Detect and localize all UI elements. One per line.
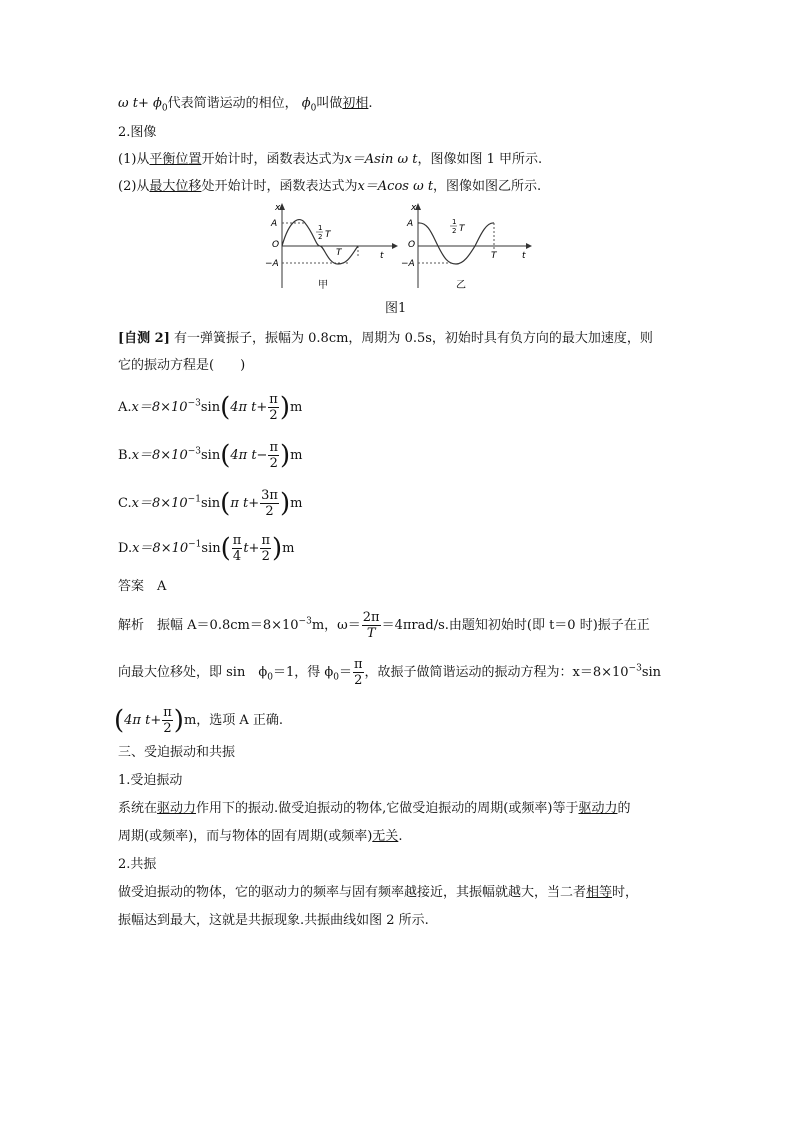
item-2 (118, 178, 541, 196)
option-c-lhs: x＝8×10 (131, 496, 188, 511)
item2-prefix: (2)从 (118, 179, 150, 194)
analysis-p2-num: π (353, 657, 363, 672)
analysis-w-num: 2π (362, 610, 380, 625)
option-a-exp: −3 (187, 398, 201, 409)
item2-formula: x＝Acos ω t (357, 179, 434, 194)
right-t-label: t (522, 251, 526, 261)
analysis-p3b: m，选项 A 正确. (183, 713, 284, 728)
forced-l2a: 周期(或频率)，而与物体的固有周期(或频率) (118, 829, 373, 844)
resonance-title: 2.共振 (118, 857, 157, 872)
right-T-label: T (491, 251, 497, 261)
resonance-l1a: 做受迫振动的物体，它的驱动力的频率与固有频率越接近，其振幅就越大，当二者 (118, 885, 587, 900)
analysis-p2-den: 2 (354, 673, 363, 688)
analysis-label: 解析 (118, 618, 145, 633)
forced-l2u: 无关 (372, 829, 399, 844)
intro-line (118, 95, 373, 118)
option-b-num: π (269, 440, 278, 455)
option-c-exp: −1 (187, 494, 201, 505)
option-b-lhs: x＝8×10 (131, 448, 188, 463)
right-half-den: 2 (452, 227, 457, 235)
option-b-exp: −3 (187, 446, 202, 457)
option-a-label: A. (118, 400, 132, 415)
omega-t: ω t+ (118, 96, 149, 111)
option-d-den: 2 (261, 549, 270, 564)
analysis-line-1 (118, 610, 650, 641)
question-text-1: 有一弹簧振子，振幅为 0.8cm，周期为 0.5s，初始时具有负方向的最大加速度，则 (174, 331, 653, 346)
analysis-p2d: ，故振子做简谐运动的振动方程为：x＝8×10 (364, 665, 629, 680)
option-a-den: 2 (269, 408, 278, 423)
option-c-label: C. (118, 496, 132, 511)
forced-l1u2: 驱动力 (578, 801, 618, 816)
left-figure-label: 甲 (318, 280, 328, 291)
analysis-p2e: sin (641, 665, 662, 680)
answer-label: 答案 (118, 579, 145, 594)
item1-mid: 开始计时，函数表达式为 (201, 152, 345, 167)
resonance-line-2: 振幅达到最大，这就是共振现象.共振曲线如图 2 所示. (118, 913, 429, 928)
right-A-label: A (407, 219, 414, 229)
intro-text1: 代表简谐运动的相位， (167, 96, 298, 111)
forced-l2b: . (398, 829, 403, 844)
analysis-p1c: ＝4πrad/s.由题知初始时(即 t＝0 时)振子在正 (381, 618, 650, 633)
option-c-sin: sin (200, 496, 221, 511)
left-half-den: 2 (318, 233, 323, 241)
analysis-line-3: (4π t+ $\frac{\pi}{2}$ )m，选项 A 正确. (114, 705, 284, 736)
right-O-label: O (408, 240, 416, 250)
left-t-label: t (380, 251, 384, 261)
phi2: ϕ (301, 96, 311, 111)
right-x-label: x (411, 203, 417, 213)
phi-sub: 0 (161, 103, 168, 114)
option-d: $D.x=8\times 10^{-1}\sin$( $\frac{\pi}{4}$ t+ $\frac{\pi}{2}$ )m (118, 533, 295, 564)
option-b-label: B. (118, 448, 132, 463)
analysis-line-2 (118, 657, 661, 688)
item1-prefix: (1)从 (118, 152, 150, 167)
right-negA-label: −A (401, 259, 415, 269)
forced-line-1 (118, 800, 630, 818)
section-2-title: 2.图像 (118, 125, 157, 140)
analysis-p2a: 向最大位移处，即 sin ϕ (118, 665, 268, 680)
forced-l1b: 作用下的振动.做受迫振动的物体,它做受迫振动的周期(或频率)等于 (196, 801, 579, 816)
intro-period: . (368, 96, 373, 111)
option-c-num: 3π (261, 488, 278, 503)
option-c-den: 2 (265, 504, 274, 519)
option-a-lhs: x＝8×10 (131, 400, 188, 415)
left-x-label: x (275, 203, 281, 213)
question-line-1 (118, 330, 653, 348)
option-b: $B.x=8\times 10^{-3}\sin(4\pi$ t− $\frac{\pi}{2}$ )m (118, 440, 303, 471)
analysis-p1a: 振幅 A＝0.8cm＝8×10 (157, 618, 299, 633)
option-d-num: π (261, 533, 270, 548)
option-c: $C.x=8\times 10^{-1}\sin(\pi$ t+ $\frac{3\pi}{2}$ )m (118, 488, 303, 519)
forced-title: 1.受迫振动 (118, 773, 183, 788)
figure-1-left-graph (262, 200, 402, 292)
analysis-p3a: 4π t+ (124, 713, 162, 728)
phi: ϕ (153, 96, 162, 111)
analysis-sub0b: 0 (333, 672, 339, 683)
intro-text2: 叫做 (316, 96, 343, 111)
analysis-p3-den: 2 (163, 721, 172, 736)
item2-mid: 处开始计时，函数表达式为 (201, 179, 358, 194)
option-b-pre: 4π t− (230, 448, 268, 463)
analysis-p1b: m，ω＝ (311, 618, 361, 633)
option-d-mid: t+ (243, 541, 260, 556)
option-a-num: π (269, 392, 278, 407)
option-d-label: D. (118, 541, 133, 556)
analysis-p2c: ＝ (338, 665, 352, 680)
right-halfT-T: T (459, 224, 465, 234)
option-a-unit: m (290, 400, 303, 415)
answer-value: A (157, 579, 167, 594)
item2-underlined: 最大位移 (149, 179, 202, 194)
left-T-label: T (336, 248, 342, 258)
option-a-pre: 4π t+ (230, 400, 268, 415)
item2-suffix: ，图像如图乙所示. (433, 179, 542, 194)
analysis-p2exp: −3 (628, 663, 642, 674)
resonance-l1u: 相等 (586, 885, 613, 900)
left-halfT-T: T (325, 230, 331, 240)
analysis-p3-num: π (163, 705, 172, 720)
figure-1-right-graph (398, 200, 538, 292)
left-half-num: 1 (318, 224, 323, 232)
option-d-lhs: x＝8×10 (132, 541, 189, 556)
right-figure-label: 乙 (456, 280, 466, 291)
forced-l1u: 驱动力 (157, 801, 197, 816)
item1-suffix: ，图像如图 1 甲所示. (417, 152, 543, 167)
question-line-2: 它的振动方程是( ) (118, 358, 246, 373)
resonance-line-1 (118, 884, 638, 902)
option-d-unit: m (282, 541, 295, 556)
item-1 (118, 151, 542, 169)
resonance-l1b: 时， (612, 885, 639, 900)
option-b-sin: sin (201, 448, 221, 463)
option-d-pre-den: 4 (232, 549, 242, 564)
left-O-label: O (272, 240, 280, 250)
item1-underlined: 平衡位置 (149, 152, 202, 167)
left-negA-label: −A (265, 259, 279, 269)
option-c-pre: π t+ (230, 496, 260, 511)
analysis-sub0a: 0 (267, 672, 273, 683)
option-d-sin: sin (201, 541, 221, 556)
option-c-unit: m (290, 496, 303, 511)
option-a: $A.x=8\times 10^{-3}\sin(4\pi$ t+ $\frac{\pi}{2}$ )m (118, 392, 303, 423)
right-half-num: 1 (452, 218, 457, 226)
question-tag: [自测 2] (118, 331, 170, 346)
phi2-sub: 0 (310, 103, 317, 114)
analysis-p1exp: −3 (298, 616, 312, 627)
forced-l1a: 系统在 (118, 801, 158, 816)
figure-1-caption: 图1 (385, 301, 407, 316)
option-b-unit: m (290, 448, 303, 463)
initial-phase: 初相 (342, 96, 369, 111)
analysis-p2b: ＝1，得 ϕ (272, 665, 334, 680)
item1-formula: x＝Asin ω t (344, 152, 418, 167)
forced-l1c: 的 (617, 801, 631, 816)
section-3-title: 三、受迫振动和共振 (118, 745, 236, 760)
option-a-sin: sin (200, 400, 221, 415)
analysis-w-den: T (366, 626, 376, 641)
answer-line (118, 578, 166, 596)
option-d-exp: −1 (188, 539, 202, 550)
option-b-den: 2 (269, 456, 278, 471)
forced-line-2 (118, 828, 402, 846)
left-A-label: A (271, 219, 278, 229)
option-d-pre-num: π (232, 533, 242, 548)
